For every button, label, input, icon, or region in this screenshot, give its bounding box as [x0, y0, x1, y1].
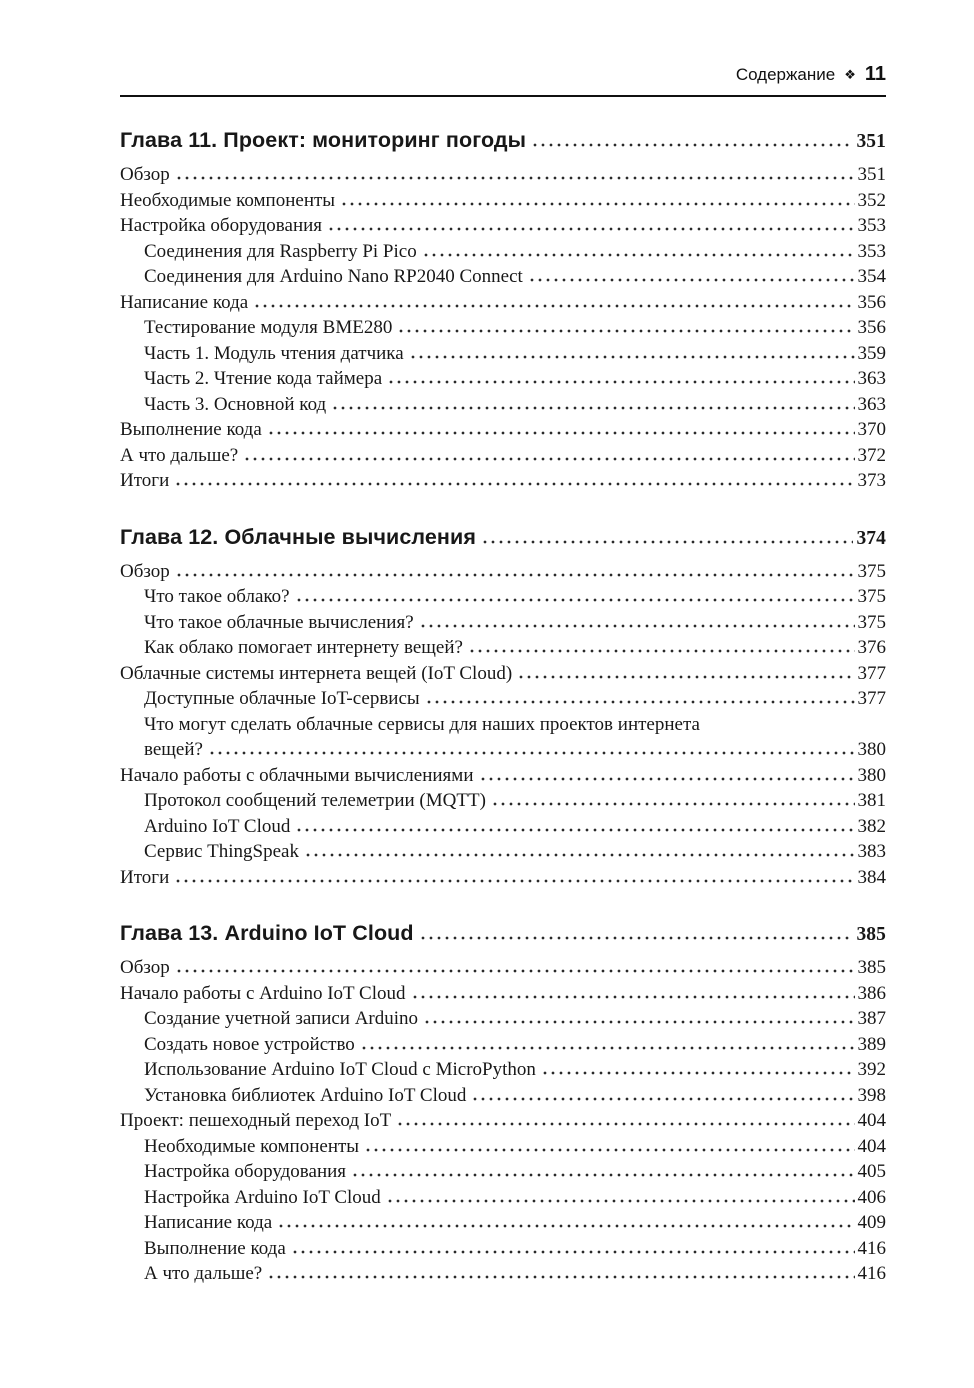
chapter-heading [120, 125, 886, 157]
toc-entry [120, 1261, 886, 1287]
entry-title: Обзор [120, 957, 170, 978]
entry-title: Что такое облако? [144, 586, 290, 607]
dot-leader [386, 1199, 855, 1203]
toc-entry [120, 1032, 886, 1058]
dot-leader [422, 253, 855, 257]
toc-entry [120, 686, 886, 712]
toc-entry [120, 839, 886, 865]
toc-entry [120, 290, 886, 316]
page-ref: 352 [857, 189, 886, 211]
page-ref: 375 [857, 560, 886, 582]
entry-title: Соединения для Arduino Nano RP2040 Connect [144, 266, 523, 287]
dot-leader [243, 457, 854, 461]
page-ref: 370 [857, 419, 886, 440]
entry-title: Часть 3. Основной код [144, 393, 327, 415]
toc-entry [120, 1083, 886, 1109]
dot-leader [175, 176, 855, 180]
toc-entry [120, 443, 886, 469]
toc-entry [120, 315, 886, 341]
page-ref: 377 [857, 662, 886, 684]
entry-title: Тестирование модуля BME280 [144, 317, 393, 338]
page-ref: 406 [857, 1186, 886, 1208]
toc-entry [120, 417, 886, 443]
dot-leader [267, 431, 855, 435]
chapter-title: Глава 12. Облачные вычисления [120, 524, 476, 549]
entry-title: Написание кода [120, 291, 249, 313]
page-ref: 363 [857, 368, 886, 389]
entry-title: Облачные системы интернета вещей (IoT Cloud) [120, 662, 513, 684]
toc-entry [120, 213, 886, 239]
dot-leader [425, 700, 855, 704]
toc [120, 125, 886, 1287]
entry-title: Создание учетной записи Arduino [144, 1008, 419, 1029]
page-ref: 382 [857, 815, 886, 837]
page-ref: 377 [857, 688, 886, 709]
dot-leader [304, 853, 855, 857]
dot-leader [277, 1224, 854, 1228]
toc-entry [120, 1236, 886, 1262]
entry-title: Сервис ThingSpeak [144, 841, 299, 862]
page-ref: 380 [857, 764, 886, 786]
toc-entry [120, 1057, 886, 1083]
toc-entry [120, 341, 886, 367]
dot-leader [175, 573, 855, 577]
dot-leader [291, 1250, 855, 1254]
page-ref: 386 [857, 982, 886, 1004]
page-ref: 404 [857, 1135, 886, 1157]
toc-entry [120, 1210, 886, 1236]
page-ref: 351 [857, 164, 886, 185]
page-ref: 372 [857, 444, 886, 466]
page-ref: 392 [857, 1059, 886, 1080]
toc-entry [120, 1006, 886, 1032]
toc-entry [120, 788, 886, 814]
dot-leader [295, 828, 854, 832]
toc-entry [120, 981, 886, 1007]
page-ref: 384 [857, 866, 886, 888]
entry-title: Arduino IoT Cloud [144, 815, 291, 837]
toc-entry [120, 1134, 886, 1160]
toc-entry [120, 661, 886, 687]
entry-title: Обзор [120, 164, 170, 185]
toc-entry [120, 635, 886, 661]
chapter-heading [120, 918, 886, 950]
page-ref: 405 [857, 1161, 886, 1182]
dot-leader [327, 227, 854, 231]
dot-leader [468, 649, 855, 653]
page-ref: 376 [857, 637, 886, 658]
page-ref: 356 [857, 291, 886, 313]
toc-entry [120, 264, 886, 290]
chapter-title: Глава 11. Проект: мониторинг погоды [120, 128, 527, 152]
page-ref: 416 [857, 1263, 886, 1284]
entry-title: Итоги [120, 470, 170, 491]
dot-leader [419, 624, 855, 628]
entry-title: Протокол сообщений телеметрии (MQTT) [144, 790, 486, 811]
entry-title: Выполнение кода [144, 1237, 286, 1259]
entry-title: Итоги [120, 866, 170, 888]
dot-leader [411, 995, 855, 999]
entry-title: Начало работы с облачными вычислениями [120, 764, 474, 786]
entry-title: Соединения для Raspberry Pi Pico [144, 240, 417, 262]
dot-leader [541, 1071, 855, 1075]
header-rule [120, 95, 886, 97]
entry-title: Настройка оборудования [120, 215, 323, 236]
page-ref: 363 [857, 393, 886, 415]
toc-entry [120, 162, 886, 188]
dot-leader [491, 802, 855, 806]
entry-title: Необходимые компоненты [144, 1135, 360, 1157]
page-ref: 353 [857, 215, 886, 236]
toc-entry [120, 955, 886, 981]
toc-entry [120, 1159, 886, 1185]
page-ref: 375 [857, 586, 886, 607]
entry-title: Часть 1. Модуль чтения датчика [144, 342, 404, 364]
entry-title: Установка библиотек Arduino IoT Cloud [144, 1084, 467, 1106]
page-ref: 380 [857, 739, 886, 760]
page-ref: 354 [857, 266, 886, 287]
dot-leader [387, 380, 854, 384]
dot-leader [479, 777, 855, 781]
entry-title: Что могут сделать облачные сервисы для наших проектов интернета [144, 713, 700, 735]
page-ref: 375 [857, 611, 886, 633]
page-ref: 389 [857, 1033, 886, 1055]
dot-leader [208, 751, 855, 755]
diamond-icon: ❖ [844, 67, 856, 82]
dot-leader [351, 1173, 854, 1177]
page-ref: 409 [857, 1212, 886, 1233]
entry-title: Что такое облачные вычисления? [144, 611, 414, 633]
toc-entry [120, 468, 886, 494]
toc-entry [120, 1108, 886, 1134]
entry-title: Начало работы с Arduino IoT Cloud [120, 982, 406, 1004]
dot-leader [481, 540, 853, 544]
running-head [120, 62, 886, 88]
page-ref: 356 [857, 317, 886, 338]
chapter-heading [120, 522, 886, 554]
dot-leader [397, 329, 854, 333]
page-ref: 373 [857, 470, 886, 491]
dot-leader [517, 675, 854, 679]
toc-entry [120, 763, 886, 789]
dot-leader [396, 1122, 854, 1126]
dot-leader [364, 1148, 854, 1152]
page-ref: 374 [856, 527, 886, 549]
toc-entry [120, 712, 886, 738]
page-ref: 381 [857, 790, 886, 811]
entry-title: Настройка оборудования [144, 1161, 347, 1182]
entry-title: Написание кода [144, 1212, 273, 1233]
dot-leader [471, 1097, 854, 1101]
dot-leader [267, 1275, 854, 1279]
dot-leader [295, 598, 855, 602]
entry-title: Настройка Arduino IoT Cloud [144, 1186, 381, 1208]
entry-title: А что дальше? [120, 444, 239, 466]
dot-leader [175, 969, 855, 973]
toc-entry [120, 559, 886, 585]
page-ref: 385 [856, 924, 886, 945]
entry-title: Обзор [120, 560, 170, 582]
dot-leader [409, 355, 855, 359]
dot-leader [423, 1020, 854, 1024]
folio-page-number: 11 [864, 63, 886, 85]
entry-title: Необходимые компоненты [120, 189, 336, 211]
dot-leader [419, 936, 854, 940]
entry-title: Как облако помогает интернету вещей? [144, 637, 463, 658]
toc-entry [120, 366, 886, 392]
page-ref: 398 [857, 1084, 886, 1106]
dot-leader [360, 1046, 855, 1050]
dot-leader [174, 879, 854, 883]
page-ref: 351 [856, 131, 886, 152]
chapter-title: Глава 13. Arduino IoT Cloud [120, 921, 414, 945]
dot-leader [340, 202, 854, 206]
dot-leader [528, 278, 855, 282]
toc-entry [120, 814, 886, 840]
entry-title: Доступные облачные IoT-сервисы [144, 688, 420, 709]
toc-entry [120, 865, 886, 891]
page-ref: 353 [857, 240, 886, 262]
toc-entry [120, 584, 886, 610]
entry-title: Часть 2. Чтение кода таймера [144, 368, 383, 389]
entry-title: Выполнение кода [120, 419, 262, 440]
page-ref: 383 [857, 841, 886, 862]
dot-leader [331, 406, 854, 410]
page-ref: 404 [857, 1110, 886, 1131]
entry-title: Использование Arduino IoT Cloud с MicroPython [144, 1059, 536, 1080]
toc-entry [120, 392, 886, 418]
running-title: Содержание [735, 65, 836, 84]
toc-entry [120, 737, 886, 763]
toc-entry [120, 239, 886, 265]
dot-leader [253, 304, 854, 308]
dot-leader [174, 482, 854, 486]
entry-title: А что дальше? [144, 1263, 263, 1284]
toc-entry [120, 188, 886, 214]
page-ref: 387 [857, 1008, 886, 1029]
dot-leader [531, 143, 853, 147]
page-ref: 385 [857, 957, 886, 978]
entry-title: вещей? [144, 739, 203, 760]
toc-entry [120, 610, 886, 636]
page-ref: 359 [857, 342, 886, 364]
entry-title: Проект: пешеходный переход IoT [120, 1110, 392, 1131]
entry-title: Создать новое устройство [144, 1033, 355, 1055]
toc-entry [120, 1185, 886, 1211]
page-ref: 416 [857, 1237, 886, 1259]
